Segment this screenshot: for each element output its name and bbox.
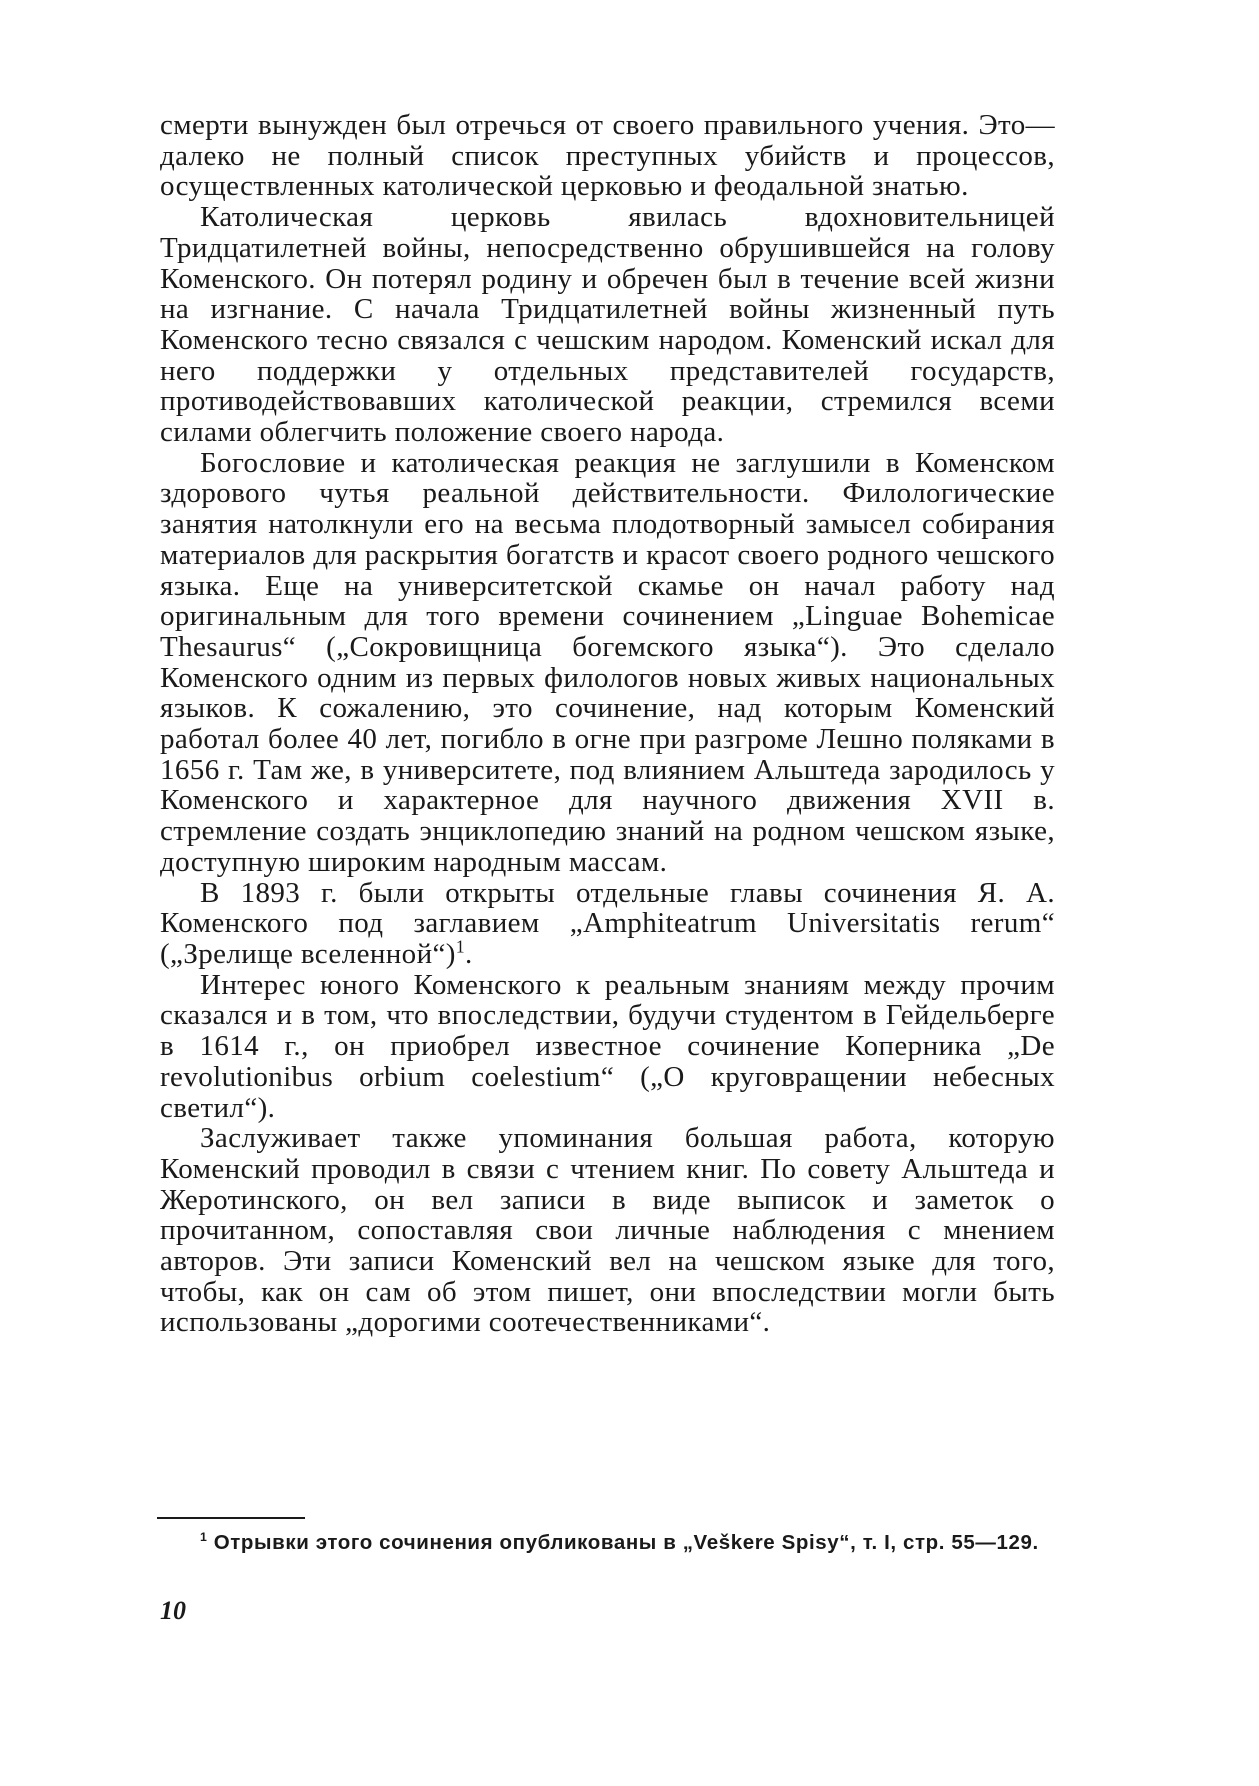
paragraph-4-end: . xyxy=(464,937,473,970)
footnote-reference: 1 xyxy=(455,936,465,957)
paragraph-1: смерти вынужден был отречься от своего правильного учения. Это—далеко не полный список преступных убийств и процессов, осуществленных католической церковью и феодальной знатью. xyxy=(160,109,1055,203)
paragraph-4-text: В 1893 г. были открыты отдельные главы сочинения Я. А. Коменского под заглавием „Amphiteatrum Universitatis rerum“ („Зрелище вселенной“) xyxy=(160,876,1055,970)
footnote xyxy=(160,1528,1055,1558)
page-body xyxy=(160,110,1055,1338)
page-number: 10 xyxy=(160,1596,186,1625)
footnote-marker: 1 xyxy=(200,1530,208,1545)
footnote-divider xyxy=(157,1517,305,1519)
footnote-text: Отрывки этого сочинения опубликованы в „Veškere Spisy“, т. I, стр. 55—129. xyxy=(213,1531,1039,1554)
paragraph-4 xyxy=(160,878,1055,970)
paragraph-6: Заслуживает также упоминания большая работа, которую Коменский проводил в связи с чтением книг. По совету Альштеда и Жеротинского, он вел записи в виде выписок и заметок о прочитанном, сопоставляя свои личные наблюдения с мнением авторов. Эти записи Коменский вел на чешском языке для того, чтобы, как он сам об этом пишет, они впоследствии могли быть использованы „дорогими соотечественниками“. xyxy=(160,1122,1055,1339)
paragraph-2: Католическая церковь явилась вдохновительницей Тридцатилетней войны, непосредственно обрушившейся на голову Коменского. Он потерял родину и обречен был в течение всей жизни на изгнание. С начала Тридцатилетней войны жизненный путь Коменского тесно связался с чешским народом. Коменский искал для него поддержки у отдельных представителей государств, противодействовавших католической реакции, стремился всеми силами облегчить положение своего народа. xyxy=(160,201,1055,449)
paragraph-5: Интерес юного Коменского к реальным знаниям между прочим сказался и в том, что впоследствии, будучи студентом в Гейдельберге в 1614 г., он приобрел известное сочинение Коперника „De revolutionibus orbium coelestium“ („О круговращении небесных светил“). xyxy=(160,968,1055,1124)
paragraph-3: Богословие и католическая реакция не заглушили в Коменском здорового чутья реальной действительности. Филологические занятия натолкнули его на весьма плодотворный замысел собирания материалов для раскрытия богатств и красот своего родного чешского языка. Еще на университетской скамье он начал работу над оригинальным для того времени сочинением „Linguae Bohemicae Thesaurus“ („Сокровищница богемского языка“). Это сделало Коменского одним из первых филологов новых живых национальных языков. К сожалению, это сочинение, над которым Коменский работал более 40 лет, погибло в огне при разгроме Лешно поляками в 1656 г. Там же, в университете, под влиянием Альштеда зародилось у Коменского и характерное для научного движения XVII в. стремление создать энциклопедию знаний на родном чешском языке, доступную широким народным массам. xyxy=(160,446,1055,878)
